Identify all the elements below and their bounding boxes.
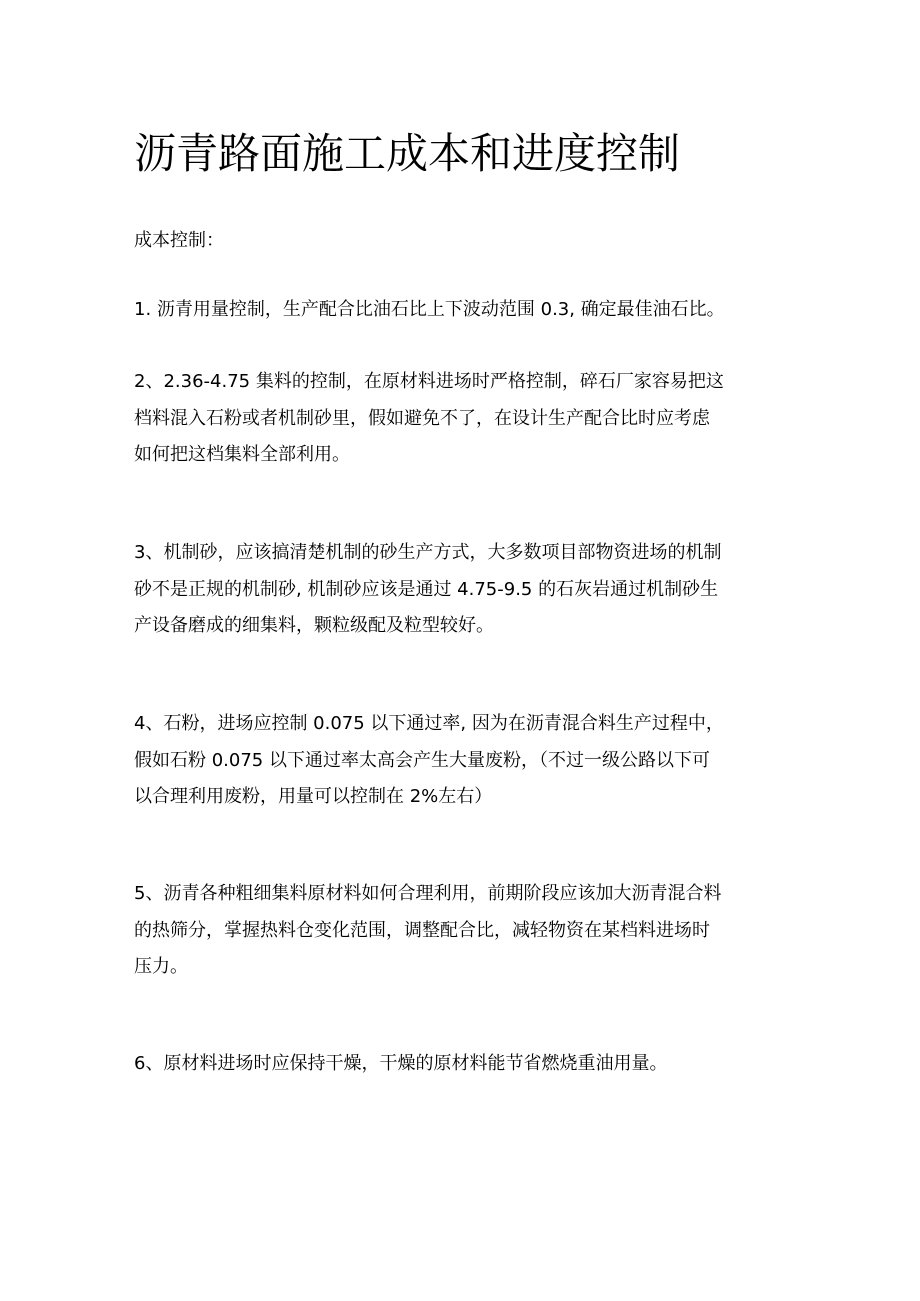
paragraph-line: 1. 沥青用量控制，生产配合比油石比上下波动范围 0.3, 确定最佳油石比。 xyxy=(134,299,725,320)
paragraph-line: 5、沥青各种粗细集料原材料如何合理利用，前期阶段应该加大沥青混合料 xyxy=(134,883,722,904)
paragraph-line: 档料混入石粉或者机制砂里，假如避免不了，在设计生产配合比时应考虑 xyxy=(134,407,710,429)
paragraph-line: 压力。 xyxy=(134,956,188,977)
paragraph-line: 6、原材料进场时应保持干燥，干燥的原材料能节省燃烧重油用量。 xyxy=(134,1053,668,1074)
paragraph-line: 如何把这档集料全部利用。 xyxy=(134,444,350,465)
paragraph-3 xyxy=(134,535,794,645)
paragraph-line: 以合理利用废粉，用量可以控制在 2%左右） xyxy=(134,786,493,807)
paragraph-line: 的热筛分，掌握热料仓变化范围，调整配合比，减轻物资在某档料进场时 xyxy=(134,919,710,941)
paragraph-line: 砂不是正规的机制砂, 机制砂应该是通过 4.75-9.5 的石灰岩通过机制砂生 xyxy=(134,578,719,600)
paragraph-2 xyxy=(134,364,794,474)
paragraph-line: 假如石粉 0.075 以下通过率太高会产生大量废粉，（不过一级公路以下可 xyxy=(134,749,710,771)
document-title: 沥青路面施工成本和进度控制 xyxy=(134,129,681,178)
paragraph-6 xyxy=(134,1046,794,1083)
section-heading: 成本控制： xyxy=(134,230,224,251)
paragraph-line: 产设备磨成的细集料，颗粒级配及粒型较好。 xyxy=(134,615,494,636)
paragraph-line: 4、石粉，进场应控制 0.075 以下通过率, 因为在沥青混合料生产过程中， xyxy=(134,713,724,734)
paragraph-line: 2、2.36-4.75 集料的控制，在原材料进场时严格控制，碎石厂家容易把这 xyxy=(134,371,724,392)
paragraph-4 xyxy=(134,706,794,816)
paragraph-line: 3、机制砂，应该搞清楚机制的砂生产方式，大多数项目部物资进场的机制 xyxy=(134,542,722,563)
paragraph-5 xyxy=(134,876,794,986)
paragraph-1 xyxy=(134,292,794,329)
